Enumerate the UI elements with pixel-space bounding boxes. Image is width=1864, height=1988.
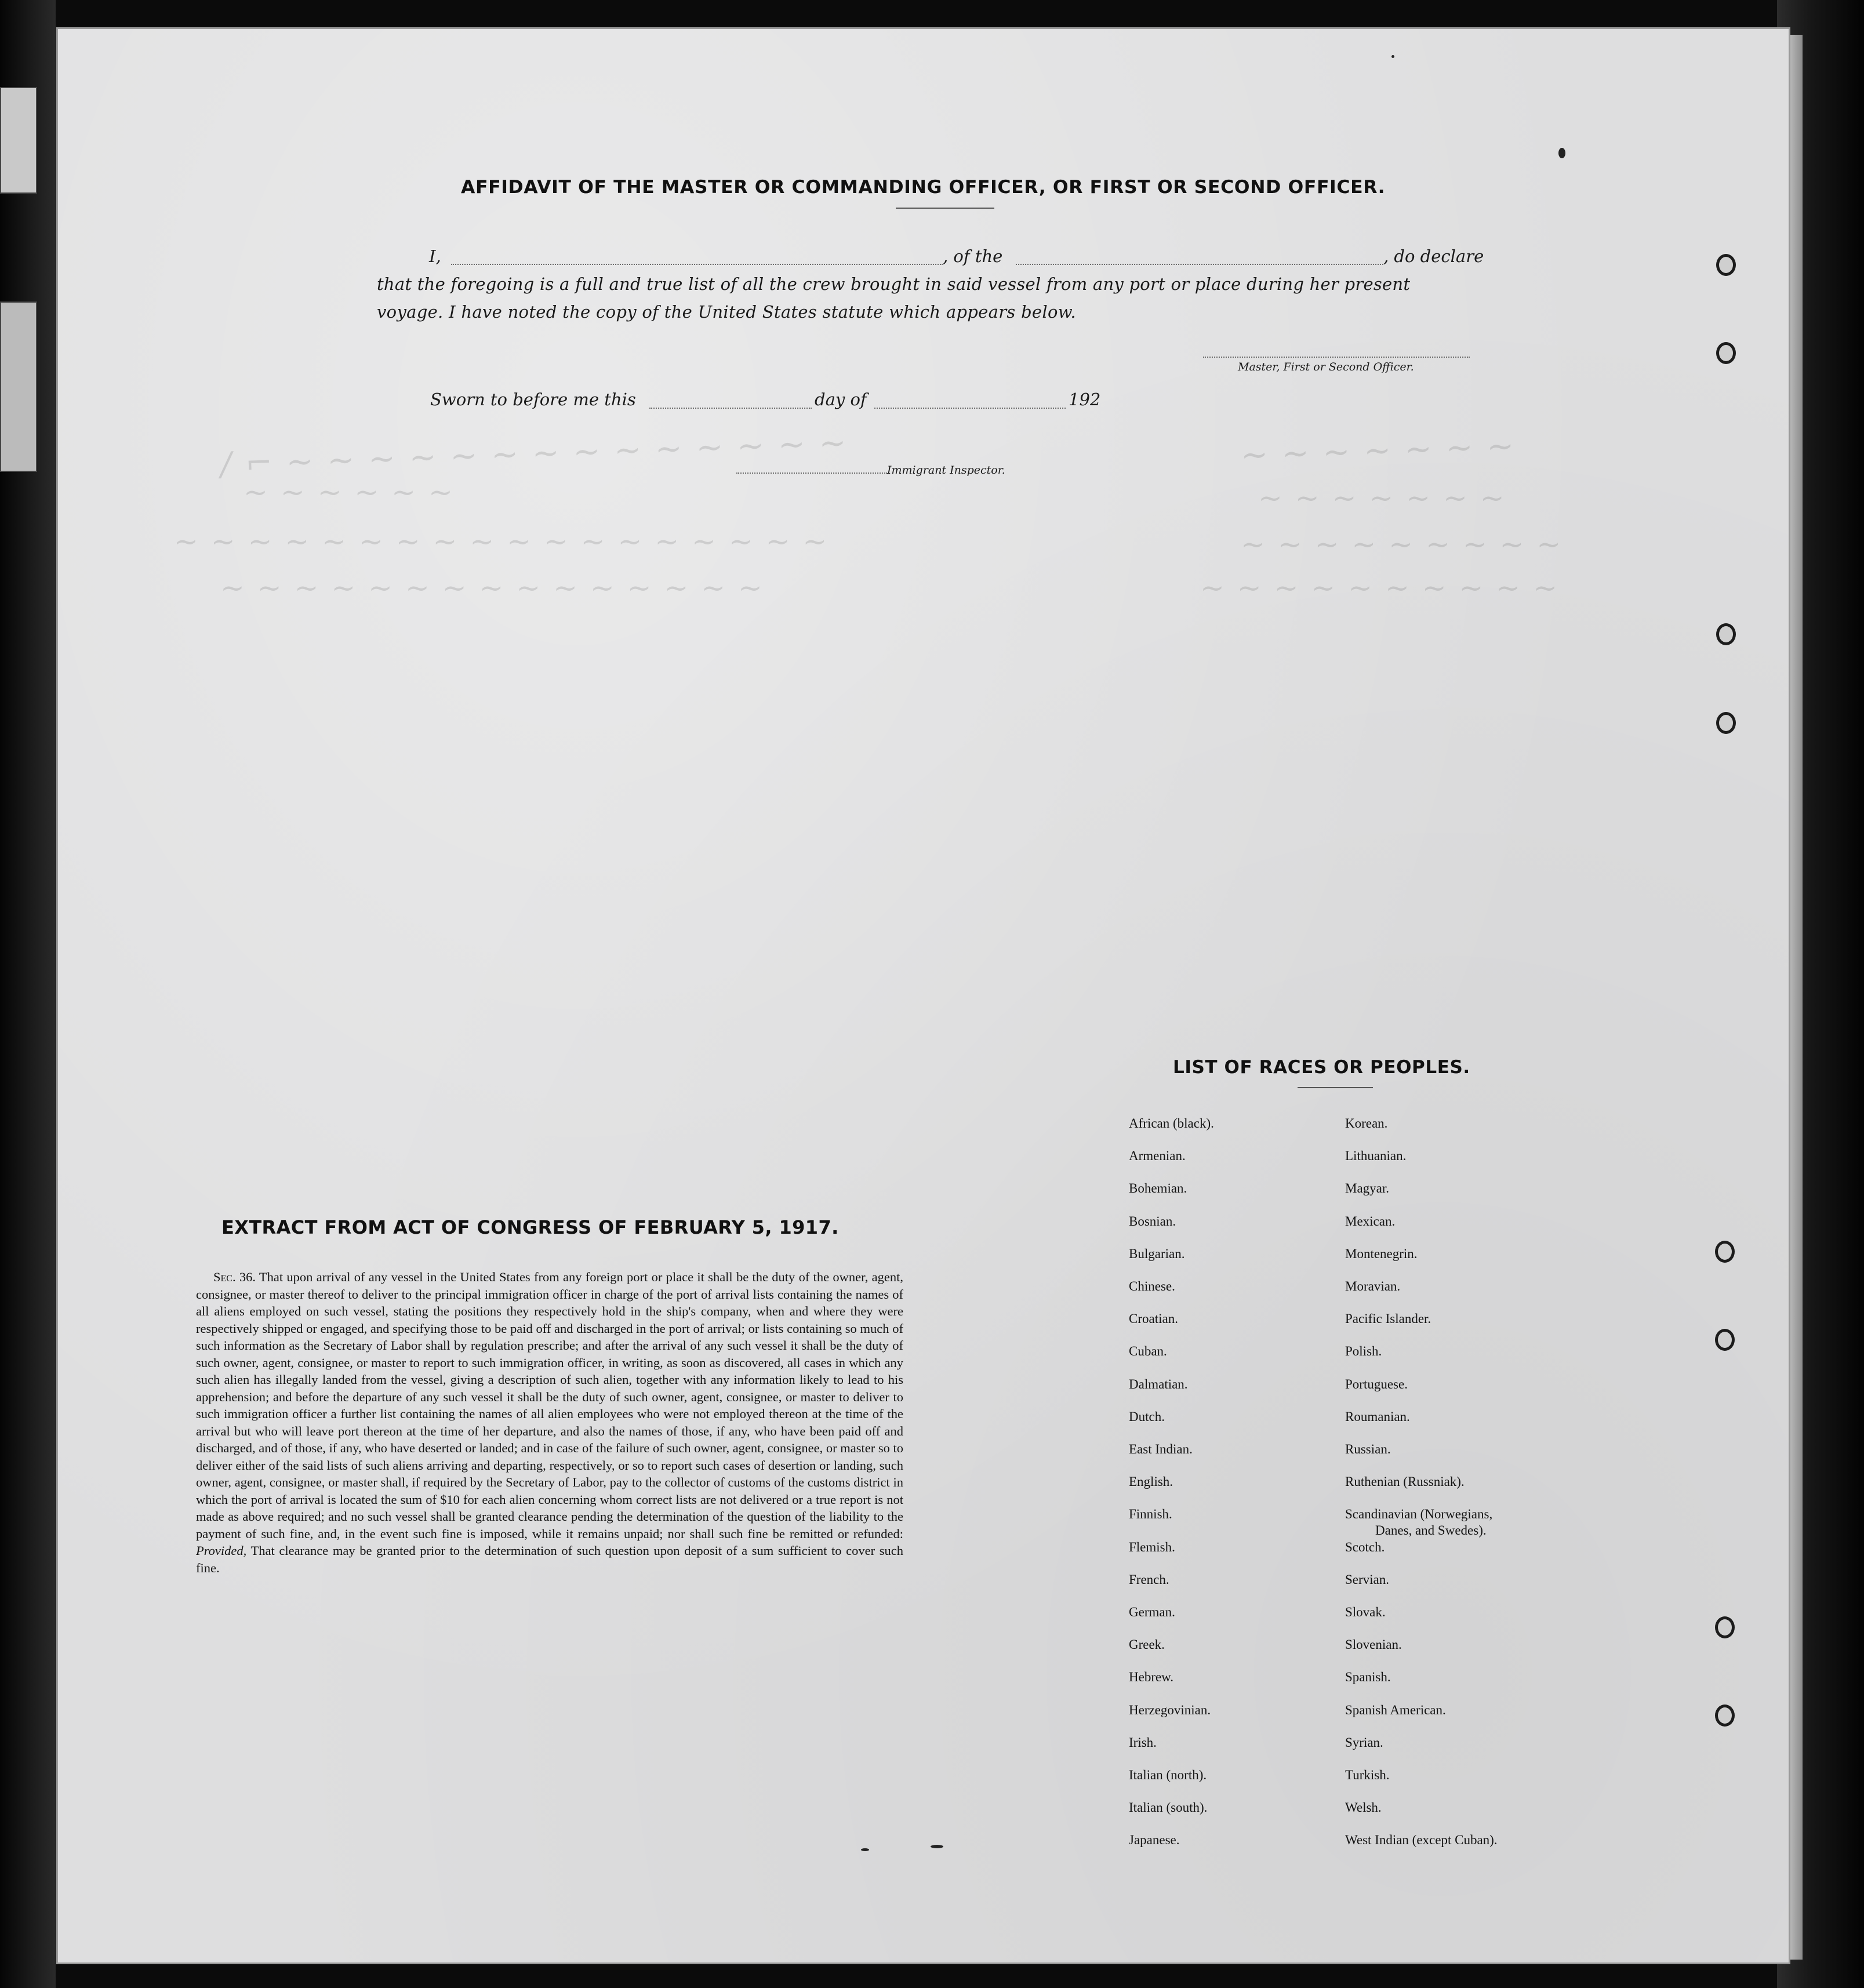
races-title: LIST OF RACES OR PEOPLES. (1173, 1057, 1470, 1078)
races-title-underline (1298, 1087, 1373, 1088)
race-item: Italian (north). (1129, 1768, 1207, 1782)
race-item: African (black). (1129, 1116, 1214, 1131)
binder-hole (1715, 1704, 1735, 1727)
race-item: Hebrew. (1129, 1670, 1174, 1685)
race-item: Bosnian. (1129, 1213, 1176, 1229)
bleed-through-mark: ~ ~ ~ ~ ~ ~ (244, 475, 455, 509)
bleed-through-mark: ~ ~ ~ ~ ~ ~ ~ ~ ~ (1241, 528, 1563, 561)
race-item: English. (1129, 1474, 1173, 1489)
vessel-name-field[interactable] (1016, 264, 1383, 265)
binder-hole (1715, 1241, 1735, 1263)
race-item: Danes, and Swedes). (1375, 1523, 1487, 1538)
race-item: Welsh. (1345, 1800, 1382, 1815)
bleed-through-mark: ~ ~ ~ ~ ~ ~ ~ ~ ~ ~ ~ ~ ~ ~ ~ (220, 571, 764, 605)
binder-hole (1716, 623, 1736, 645)
race-item: West Indian (except Cuban). (1345, 1833, 1498, 1848)
ink-speck (1558, 148, 1565, 158)
master-signature-label: Master, First or Second Officer. (1238, 361, 1414, 373)
declarant-prefix: I, (429, 246, 441, 266)
bleed-through-mark: ~ ~ ~ ~ ~ ~ ~ ~ ~ ~ (1200, 571, 1559, 605)
race-item: Greek. (1129, 1637, 1165, 1652)
race-item: Mexican. (1345, 1213, 1396, 1229)
race-item: Korean. (1345, 1116, 1388, 1131)
binder-hole (1716, 712, 1736, 734)
race-item: Herzegovinian. (1129, 1702, 1211, 1717)
affidavit-statement-line: that the foregoing is a full and true list of all the crew brought in said vessel from any port or place during her present (377, 274, 1411, 294)
race-item: Armenian. (1129, 1149, 1186, 1164)
race-item: Montenegrin. (1345, 1246, 1418, 1261)
extract-text (196, 1269, 903, 1576)
race-item: Chinese. (1129, 1279, 1175, 1293)
of-the-label: , of the (943, 246, 1003, 266)
scan-edge-left (0, 0, 56, 1988)
race-item: Turkish. (1345, 1768, 1390, 1782)
race-item: Roumanian. (1345, 1409, 1410, 1424)
day-of-label: day of (815, 390, 867, 409)
ink-speck (1391, 55, 1394, 58)
declarant-name-field[interactable] (451, 264, 943, 265)
race-item: Portuguese. (1345, 1376, 1408, 1391)
race-item: German. (1129, 1605, 1175, 1619)
race-item: Russian. (1345, 1442, 1391, 1456)
ink-speck (861, 1848, 869, 1851)
race-item: French. (1129, 1572, 1169, 1587)
race-item: Bulgarian. (1129, 1246, 1185, 1261)
extract-section-label: Sec. 36. (213, 1270, 256, 1284)
affidavit-statement-line: voyage. I have noted the copy of the United States statute which appears below. (377, 302, 1076, 322)
inspector-signature-label: Immigrant Inspector. (887, 464, 1005, 477)
binder-hole (1715, 1329, 1735, 1351)
race-item: Servian. (1345, 1572, 1390, 1587)
bleed-through-mark: ~ ~ ~ ~ ~ ~ ~ (1240, 427, 1517, 475)
race-item: Japanese. (1129, 1833, 1180, 1848)
race-item: Scandinavian (Norwegians, (1345, 1507, 1493, 1522)
title-underline (896, 208, 994, 209)
race-item: Irish. (1129, 1735, 1157, 1750)
bleed-through-mark: / ⌐ ~ ~ ~ ~ ~ ~ ~ ~ ~ ~ ~ ~ ~ ~ (220, 424, 849, 484)
race-item: Croatian. (1129, 1311, 1178, 1326)
sworn-label: Sworn to before me this (430, 390, 636, 409)
torn-paper-strip (0, 301, 37, 472)
ink-speck (931, 1845, 943, 1848)
bleed-through-mark: ~ ~ ~ ~ ~ ~ ~ ~ ~ ~ ~ ~ ~ ~ ~ ~ ~ ~ (174, 525, 829, 558)
extract-provided-term: Provided, (196, 1543, 247, 1558)
race-item: Moravian. (1345, 1279, 1401, 1293)
race-item: Dutch. (1129, 1409, 1165, 1424)
binder-hole (1716, 342, 1736, 364)
race-item: Pacific Islander. (1345, 1311, 1431, 1326)
race-item: Bohemian. (1129, 1181, 1187, 1196)
declare-label: , do declare (1383, 246, 1484, 266)
torn-paper-strip (0, 87, 37, 194)
binder-hole (1715, 1616, 1735, 1638)
race-item: Spanish. (1345, 1670, 1391, 1685)
master-signature-field[interactable] (1203, 357, 1470, 358)
race-item: Slovenian. (1345, 1637, 1402, 1652)
sworn-month-field[interactable] (874, 408, 1066, 409)
extract-text-part: That upon arrival of any vessel in the United States from any foreign port or place it shall be the duty of the owner, agent, consignee, or master thereof to deliver to the principal immigration officer in charge of the port of arrival lists containing the names of all aliens employed on such vessel, stating the positions they respectively hold in the ship's company, when and where they were respectively shipped or engaged, and specifying those to be paid off and discharged in the port of arrival; or lists containing so much of such information as the Secretary of Labor shall by regulation prescribe; and after the arrival of any such vessel it shall be the duty of such owner, agent, consignee, or master to report to such immigration officer, in writing, as soon as discovered, all cases in which any such alien has illegally landed from the vessel, giving a description of such alien, together with any information likely to lead to his apprehension; and before the departure of any such vessel it shall be the duty of such owner, agent, consignee, or master to deliver to such immigration officer a further list containing the names of all alien employees who were not employed thereon at the time of the arrival but who will leave port thereon at the time of her departure, and also the names of those, if any, who have been paid off and discharged, and of those, if any, who have deserted or landed; and in case of the failure of such owner, agent, consignee, or master so to deliver either of the said lists of such aliens arriving and departing, respectively, or so to report such cases of desertion or landing, such owner, agent, consignee, or master shall, if required by the Secretary of Labor, pay to the collector of customs of the customs district in which the port of arrival is located the sum of $10 for each alien concerning whom correct lists are not delivered or a true report is not made as above required; and no such vessel shall be granted clearance pending the determination of the question of the liability to the payment of such fine, and, in the event such fine is imposed, while it remains unpaid; nor shall such fine be remitted or refunded: (196, 1270, 904, 1541)
race-item: Flemish. (1129, 1539, 1175, 1554)
race-item: Magyar. (1345, 1181, 1390, 1196)
year-label: 192 (1069, 390, 1101, 409)
extract-title: EXTRACT FROM ACT OF CONGRESS OF FEBRUARY 5, 1917. (221, 1216, 839, 1238)
race-item: Syrian. (1345, 1735, 1383, 1750)
race-item: Slovak. (1345, 1605, 1386, 1619)
race-item: Polish. (1345, 1344, 1382, 1359)
paper-stack-edge (1789, 35, 1803, 1960)
inspector-signature-field[interactable] (736, 473, 887, 474)
race-item: Finnish. (1129, 1507, 1172, 1522)
affidavit-title: AFFIDAVIT OF THE MASTER OR COMMANDING OFFICER, OR FIRST OR SECOND OFFICER. (461, 177, 1386, 198)
bleed-through-mark: ~ ~ ~ ~ ~ ~ ~ (1258, 481, 1506, 515)
race-item: Cuban. (1129, 1344, 1167, 1359)
extract-text-part: That clearance may be granted prior to the determination of such question upon deposit of a sum sufficient to cover such fine. (196, 1543, 903, 1575)
race-item: Spanish American. (1345, 1702, 1446, 1717)
race-item: Lithuanian. (1345, 1149, 1407, 1164)
race-item: Scotch. (1345, 1539, 1385, 1554)
race-item: Italian (south). (1129, 1800, 1208, 1815)
race-item: Dalmatian. (1129, 1376, 1188, 1391)
race-item: Ruthenian (Russniak). (1345, 1474, 1465, 1489)
binder-hole (1716, 254, 1736, 276)
sworn-day-field[interactable] (649, 408, 812, 409)
race-item: East Indian. (1129, 1442, 1193, 1456)
